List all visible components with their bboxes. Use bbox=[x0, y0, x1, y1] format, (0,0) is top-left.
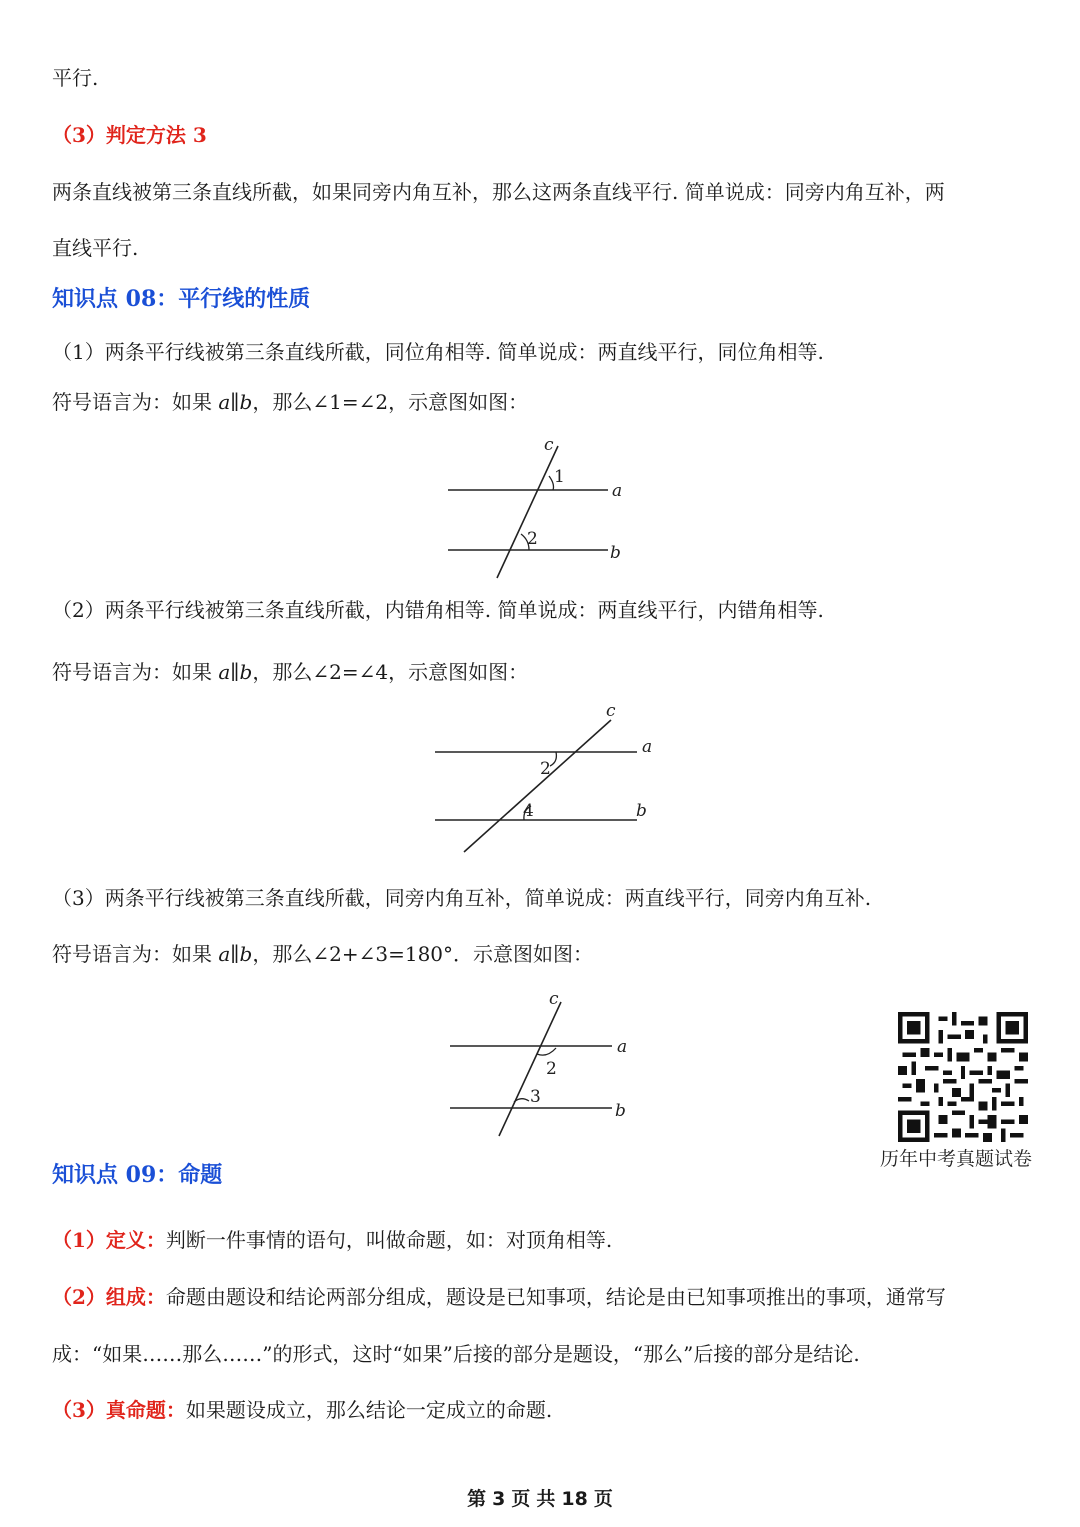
method3-line1: 两条直线被第三条直线所截，如果同旁内角互补，那么这两条直线平行. 简单说成：同旁内角互补，两 bbox=[52, 180, 945, 204]
page-footer bbox=[0, 1484, 1080, 1511]
composition-line2: 成：“如果……那么……”的形式，这时“如果”后接的部分是题设，“那么”后接的部分是结论. bbox=[52, 1342, 860, 1366]
symbol-suffix: ，那么∠2=∠4，示意图如图： bbox=[252, 660, 529, 684]
footer-gong: 共 bbox=[536, 1488, 556, 1510]
property2-symbol bbox=[52, 658, 528, 686]
label-angle4: 4 bbox=[523, 801, 534, 821]
qr-code-image bbox=[898, 1012, 1028, 1142]
symbol-prefix: 符号语言为：如果 bbox=[52, 390, 219, 414]
label-a: a bbox=[617, 1037, 628, 1057]
label-c: c bbox=[606, 701, 616, 721]
page-number: 3 bbox=[492, 1488, 506, 1510]
figure-alternate-angles bbox=[430, 700, 660, 860]
page-total: 18 bbox=[561, 1488, 588, 1510]
parallel-symbol: ∥ bbox=[230, 660, 240, 684]
label-a: a bbox=[612, 481, 623, 501]
var-b: b bbox=[239, 390, 253, 414]
property1-symbol bbox=[52, 388, 528, 416]
footer-ye: 页 bbox=[511, 1488, 531, 1510]
section09-heading: 知识点 09：命题 bbox=[52, 1162, 223, 1188]
angle2-arc bbox=[550, 752, 556, 766]
definition-line bbox=[52, 1226, 612, 1254]
var-a: a bbox=[218, 390, 231, 414]
label-angle2: 2 bbox=[527, 529, 538, 549]
var-b: b bbox=[239, 942, 253, 966]
label-angle1: 1 bbox=[554, 467, 565, 487]
var-b: b bbox=[239, 660, 253, 684]
symbol-suffix: ，那么∠1=∠2，示意图如图： bbox=[252, 390, 529, 414]
method3-line2: 直线平行. bbox=[52, 236, 139, 260]
symbol-prefix: 符号语言为：如果 bbox=[52, 660, 219, 684]
property1-text: （1）两条平行线被第三条直线所截，同位角相等. 简单说成：两直线平行，同位角相等. bbox=[52, 340, 824, 364]
property2-text: （2）两条平行线被第三条直线所截，内错角相等. 简单说成：两直线平行，内错角相等. bbox=[52, 598, 824, 622]
true-proposition-text: 如果题设成立，那么结论一定成立的命题. bbox=[185, 1398, 553, 1422]
label-c: c bbox=[549, 989, 559, 1009]
label-angle2: 2 bbox=[546, 1059, 557, 1079]
continued-text: 平行. bbox=[52, 66, 99, 90]
footer-di: 第 bbox=[467, 1488, 487, 1510]
parallel-symbol: ∥ bbox=[230, 390, 240, 414]
figure-cointerior-angles bbox=[445, 988, 645, 1148]
label-a: a bbox=[642, 737, 653, 757]
angle1-arc bbox=[549, 476, 554, 490]
property3-symbol bbox=[52, 940, 593, 968]
parallel-symbol: ∥ bbox=[230, 942, 240, 966]
line-c bbox=[464, 720, 611, 852]
var-a: a bbox=[218, 942, 231, 966]
label-angle3: 3 bbox=[530, 1087, 541, 1107]
symbol-suffix: ，那么∠2+∠3=180°．示意图如图： bbox=[252, 942, 594, 966]
composition-text1: 命题由题设和结论两部分组成，题设是已知事项，结论是由已知事项推出的事项，通常写 bbox=[165, 1285, 946, 1309]
footer-ye: 页 bbox=[593, 1488, 613, 1510]
label-c: c bbox=[544, 435, 554, 455]
label-angle2: 2 bbox=[540, 759, 551, 779]
figure-corresponding-angles bbox=[440, 432, 640, 582]
label-b: b bbox=[610, 543, 621, 563]
var-a: a bbox=[218, 660, 231, 684]
composition-label: （2）组成： bbox=[52, 1285, 166, 1309]
line-c bbox=[497, 446, 558, 578]
definition-text: 判断一件事情的语句，叫做命题，如：对顶角相等. bbox=[165, 1228, 613, 1252]
composition-line1 bbox=[52, 1283, 946, 1311]
property3-text: （3）两条平行线被第三条直线所截，同旁内角互补，简单说成：两直线平行，同旁内角互补. bbox=[52, 886, 872, 910]
label-b: b bbox=[615, 1101, 626, 1121]
qr-caption: 历年中考真题试卷 bbox=[880, 1148, 1033, 1170]
method3-title: （3）判定方法 3 bbox=[52, 123, 207, 147]
definition-label: （1）定义： bbox=[52, 1228, 166, 1252]
section08-heading: 知识点 08：平行线的性质 bbox=[52, 286, 311, 312]
true-proposition-line bbox=[52, 1396, 552, 1424]
symbol-prefix: 符号语言为：如果 bbox=[52, 942, 219, 966]
label-b: b bbox=[636, 801, 647, 821]
true-proposition-label: （3）真命题： bbox=[52, 1398, 186, 1422]
